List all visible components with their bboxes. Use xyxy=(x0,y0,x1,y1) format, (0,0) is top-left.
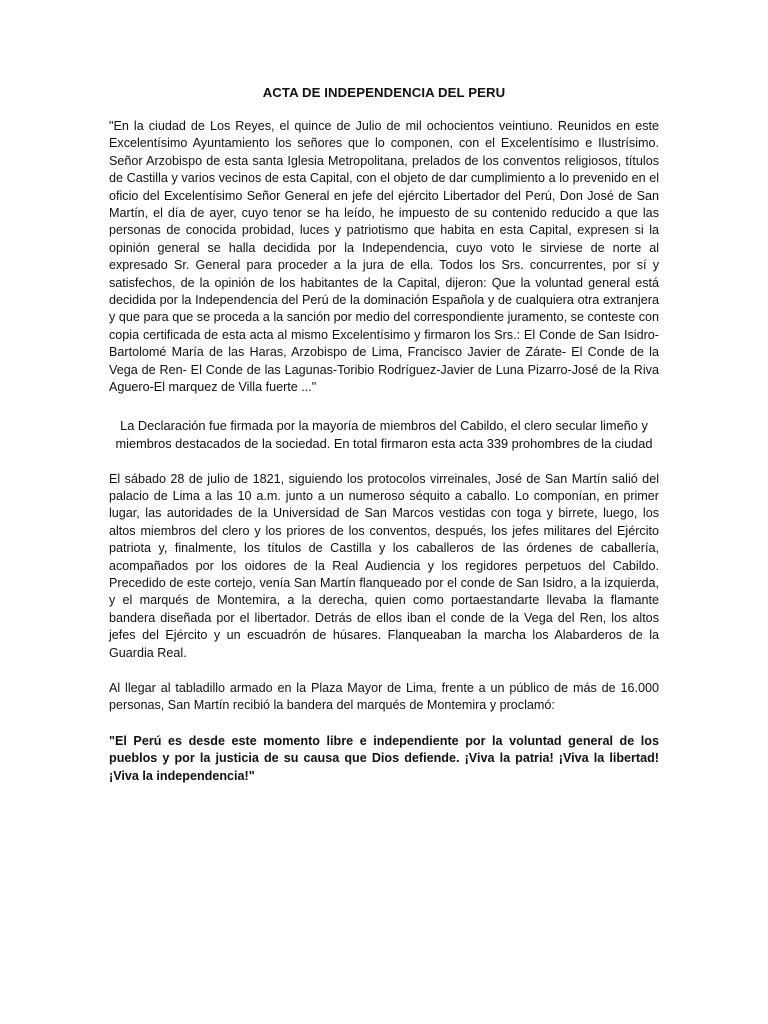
document-title: ACTA DE INDEPENDENCIA DEL PERU xyxy=(262,85,506,100)
proclamation-quote: "El Perú es desde este momento libre e independiente por la voluntad general de los pueblos y por la justicia de su causa que Dios defiende. ¡Viva la patria! ¡Viva la libertad! ¡Viva la independencia!" xyxy=(109,733,659,783)
acta-text-paragraph: "En la ciudad de Los Reyes, el quince de Julio de mil ochocientos veintiuno. Reunidos en este Excelentísimo Ayuntamiento los señores que lo componen, con el Excelentísimo e Ilustrísimo. Señor Arzobispo de esta santa Iglesia Metropolitana, prelados de los conventos religiosos, títulos de Castilla y varios vecinos de esta Capital, con el objeto de dar cumplimiento a lo prevenido en el oficio del Excelentísimo Señor General en jefe del ejército Libertador del Perú, Don José de San Martín, el día de ayer, cuyo tenor se ha leído, he impuesto de su contenido reducido a que las personas de conocida probidad, luces y patriotismo que habita en esta Capital, expresen si la opinión general se halla decidida por la Independencia, cuyo voto le sirviese de norte al expresado Sr. General para proceder a la jura de ella. Todos los Srs. concurrentes, por sí y satisfechos, de la opinión de los habitantes de la Capital, dijeron: Que la voluntad general está decidida por la Independencia del Perú de la dominación Española y de cualquiera otra extranjera y que para que se proceda a la sanción por medio del correspondiente juramento, se conteste con copia certificada de esta acta al mismo Excelentísimo y firmaron los Srs.: El Conde de San Isidro- Bartolomé María de las Haras, Arzobispo de Lima, Francisco Javier de Zárate- El Conde de la Vega de Ren- El Conde de las Lagunas-Toribio Rodríguez-Javier de Luna Pizarro-José de la Riva Aguero-El marquez de Villa fuerte ..." xyxy=(109,119,659,395)
procession-paragraph: El sábado 28 de julio de 1821, siguiendo los protocolos virreinales, José de San Martín salió del palacio de Lima a las 10 a.m. junto a un numeroso séquito a caballo. Lo componían, en primer lugar, las autoridades de la Universidad de San Marcos vestidas con toga y birrete, luego, los altos miembros del clero y los priores de los conventos, después, los jefes militares del Ejército patriota y, finalmente, los títulos de Castilla y los caballeros de las órdenes de caballería, acompañados por los oidores de la Real Audiencia y los regidores perpetuos del Cabildo. Precedido de este cortejo, venía San Martín flanqueado por el conde de San Isidro, a la izquierda, y el marqués de Montemira, a la derecha, quien como portaestandarte llevaba la flamante bandera diseñada por el libertador. Detrás de ellos iban el conde de la Vega del Ren, los altos jefes del Ejército y un escuadrón de húsares. Flanqueaban la marcha los Alabarderos de la Guardia Real. xyxy=(109,471,659,660)
declaration-note-paragraph: La Declaración fue firmada por la mayoría de miembros del Cabildo, el clero secular limeño y miembros destacados de la sociedad. En total firmaron esta acta 339 prohombres de la ciudad xyxy=(115,417,653,451)
plaza-paragraph: Al llegar al tabladillo armado en la Plaza Mayor de Lima, frente a un público de más de 16.000 personas, San Martín recibió la bandera del marqués de Montemira y proclamó: xyxy=(109,680,659,713)
document-page xyxy=(109,84,659,785)
